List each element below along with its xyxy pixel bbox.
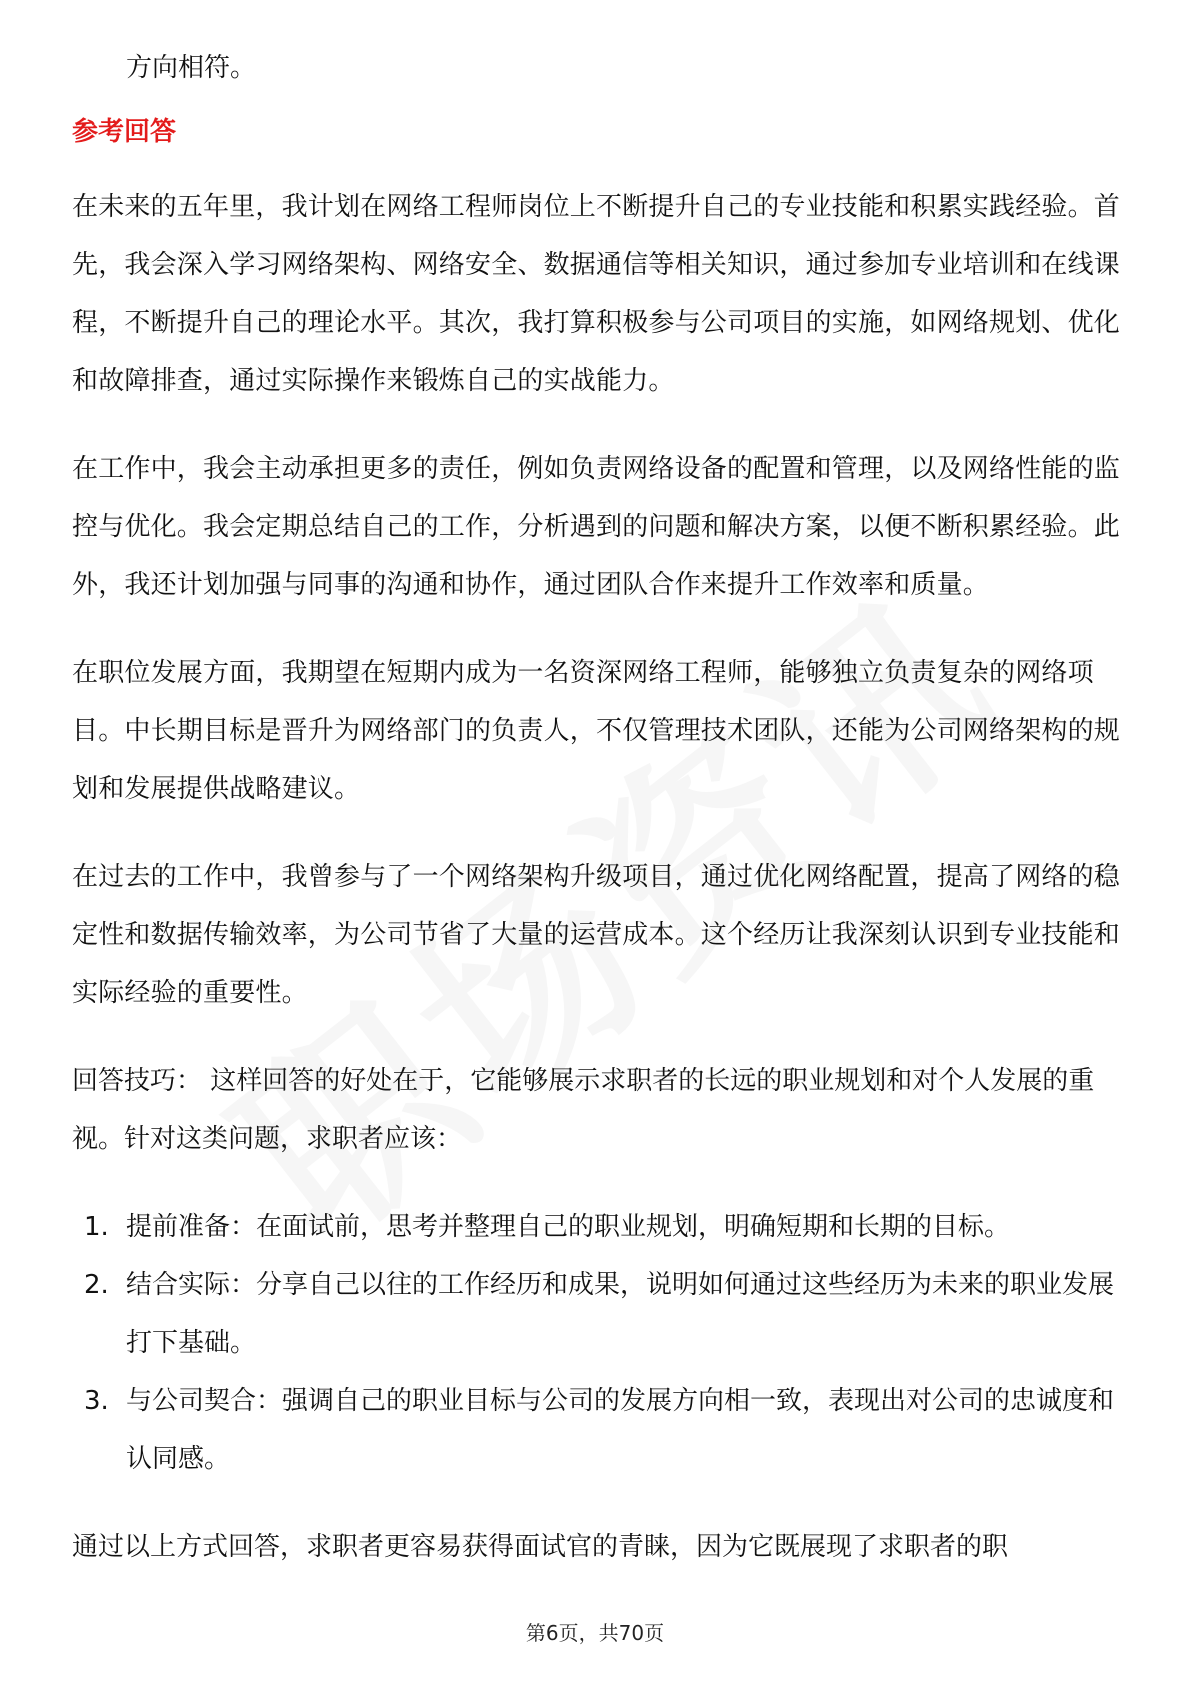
list-item xyxy=(72,1372,1122,1488)
paragraph-1: 在未来的五年里，我计划在网络工程师岗位上不断提升自己的专业技能和积累实践经验。首先，我会深入学习网络架构、网络安全、数据通信等相关知识，通过参加专业培训和在线课程，不断提升自己的理论水平。其次，我打算积极参与公司项目的实施，如网络规划、优化和故障排查，通过实际操作来锻炼自己的实战能力。 xyxy=(72,192,1121,396)
list-number: 3. xyxy=(84,1386,109,1416)
tips-text: 这样回答的好处在于，它能够展示求职者的长远的职业规划和对个人发展的重视。针对这类问题，求职者应该： xyxy=(72,1066,1095,1154)
paragraph-2: 在工作中，我会主动承担更多的责任，例如负责网络设备的配置和管理，以及网络性能的监控与优化。我会定期总结自己的工作，分析遇到的问题和解决方案，以便不断积累经验。此外，我还计划加强与同事的沟通和协作，通过团队合作来提升工作效率和质量。 xyxy=(72,454,1121,600)
document-page xyxy=(72,48,1122,1576)
list-number: 1. xyxy=(84,1212,109,1242)
paragraph-3: 在职位发展方面，我期望在短期内成为一名资深网络工程师，能够独立负责复杂的网络项目。中长期目标是晋升为网络部门的负责人，不仅管理技术团队，还能为公司网络架构的规划和发展提供战略建议。 xyxy=(72,658,1121,804)
page-number: 第6页，共70页 xyxy=(525,1621,665,1645)
tips-label: 回答技巧： xyxy=(72,1066,203,1096)
tips-paragraph xyxy=(72,1052,1122,1168)
list-text: 结合实际：分享自己以往的工作经历和成果，说明如何通过这些经历为未来的职业发展打下基础。 xyxy=(126,1270,1115,1358)
list-number: 2. xyxy=(84,1270,109,1300)
list-text: 与公司契合：强调自己的职业目标与公司的发展方向相一致，表现出对公司的忠诚度和认同感。 xyxy=(126,1386,1115,1474)
section-heading: 参考回答 xyxy=(72,117,177,147)
paragraph-4: 在过去的工作中，我曾参与了一个网络架构升级项目，通过优化网络配置，提高了网络的稳定性和数据传输效率，为公司节省了大量的运营成本。这个经历让我深刻认识到专业技能和实际经验的重要性。 xyxy=(72,862,1121,1008)
closing-paragraph: 通过以上方式回答，求职者更容易获得面试官的青睐，因为它既展现了求职者的职 xyxy=(72,1532,1009,1562)
continued-text: 方向相符。 xyxy=(126,53,257,83)
list-item xyxy=(72,1198,1122,1256)
list-text: 提前准备：在面试前，思考并整理自己的职业规划，明确短期和长期的目标。 xyxy=(126,1212,1011,1242)
tips-list xyxy=(72,1198,1122,1488)
list-item xyxy=(72,1256,1122,1372)
